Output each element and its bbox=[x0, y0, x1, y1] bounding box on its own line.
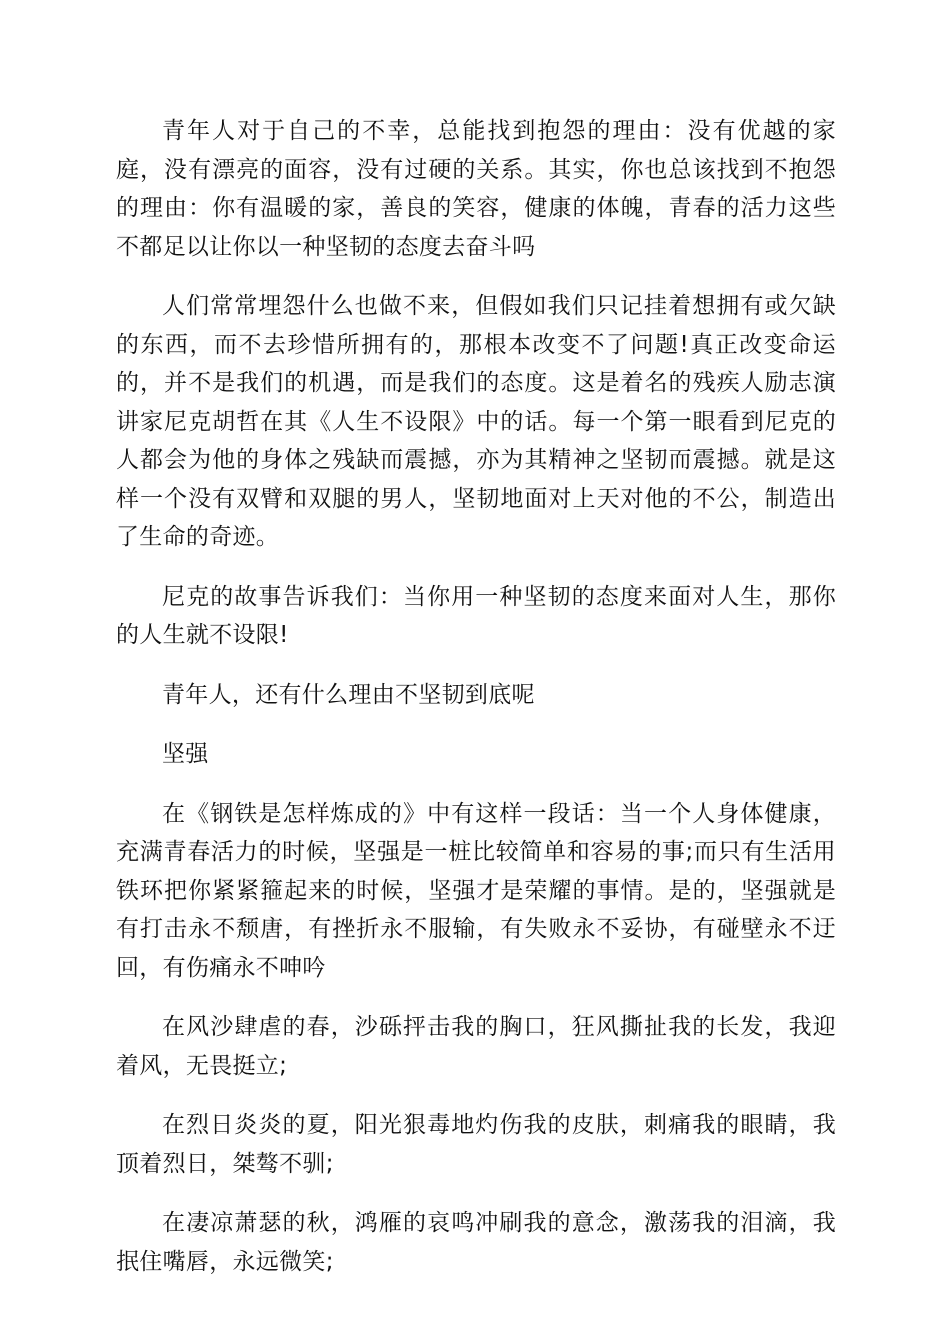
paragraph-1: 青年人对于自己的不幸，总能找到抱怨的理由：没有优越的家庭，没有漂亮的面容，没有过硬的关系。其实，你也总该找到不抱怨的理由：你有温暖的家，善良的笑容，健康的体魄，青春的活力这些不都足以让你以一种坚韧的态度去奋斗吗 bbox=[116, 118, 836, 260]
section-heading: 坚强 bbox=[162, 741, 209, 767]
paragraph-8: 在烈日炎炎的夏，阳光狠毒地灼伤我的皮肤，刺痛我的眼睛，我顶着烈日，桀骜不驯; bbox=[116, 1112, 836, 1177]
paragraph-7: 在风沙肆虐的春，沙砾抨击我的胸口，狂风撕扯我的长发，我迎着风，无畏挺立; bbox=[116, 1014, 836, 1079]
paragraph-4: 青年人，还有什么理由不坚韧到底呢 bbox=[162, 681, 535, 708]
paragraph-6: 在《钢铁是怎样炼成的》中有这样一段话：当一个人身体健康，充满青春活力的时候，坚强是一桩比较简单和容易的事;而只有生活用铁环把你紧紧箍起来的时候，坚强才是荣耀的事情。是的，坚强就是有打击永不颓唐，有挫折永不服输，有失败永不妥协，有碰壁永不迂回，有伤痛永不呻吟 bbox=[116, 800, 836, 981]
paragraph-9: 在凄凉萧瑟的秋，鸿雁的哀鸣冲刷我的意念，激荡我的泪滴，我抿住嘴唇，永远微笑; bbox=[116, 1210, 836, 1275]
paragraph-3: 尼克的故事告诉我们：当你用一种坚韧的态度来面对人生，那你的人生就不设限! bbox=[116, 583, 836, 648]
paragraph-2: 人们常常埋怨什么也做不来，但假如我们只记挂着想拥有或欠缺的东西，而不去珍惜所拥有的，那根本改变不了问题!真正改变命运的，并不是我们的机遇，而是我们的态度。这是着名的残疾人励志演讲家尼克胡哲在其《人生不设限》中的话。每一个第一眼看到尼克的人都会为他的身体之残缺而震撼，亦为其精神之坚韧而震撼。就是这样一个没有双臂和双腿的男人，坚韧地面对上天对他的不公，制造出了生命的奇迹。 bbox=[116, 293, 836, 550]
document-page bbox=[116, 112, 836, 1302]
